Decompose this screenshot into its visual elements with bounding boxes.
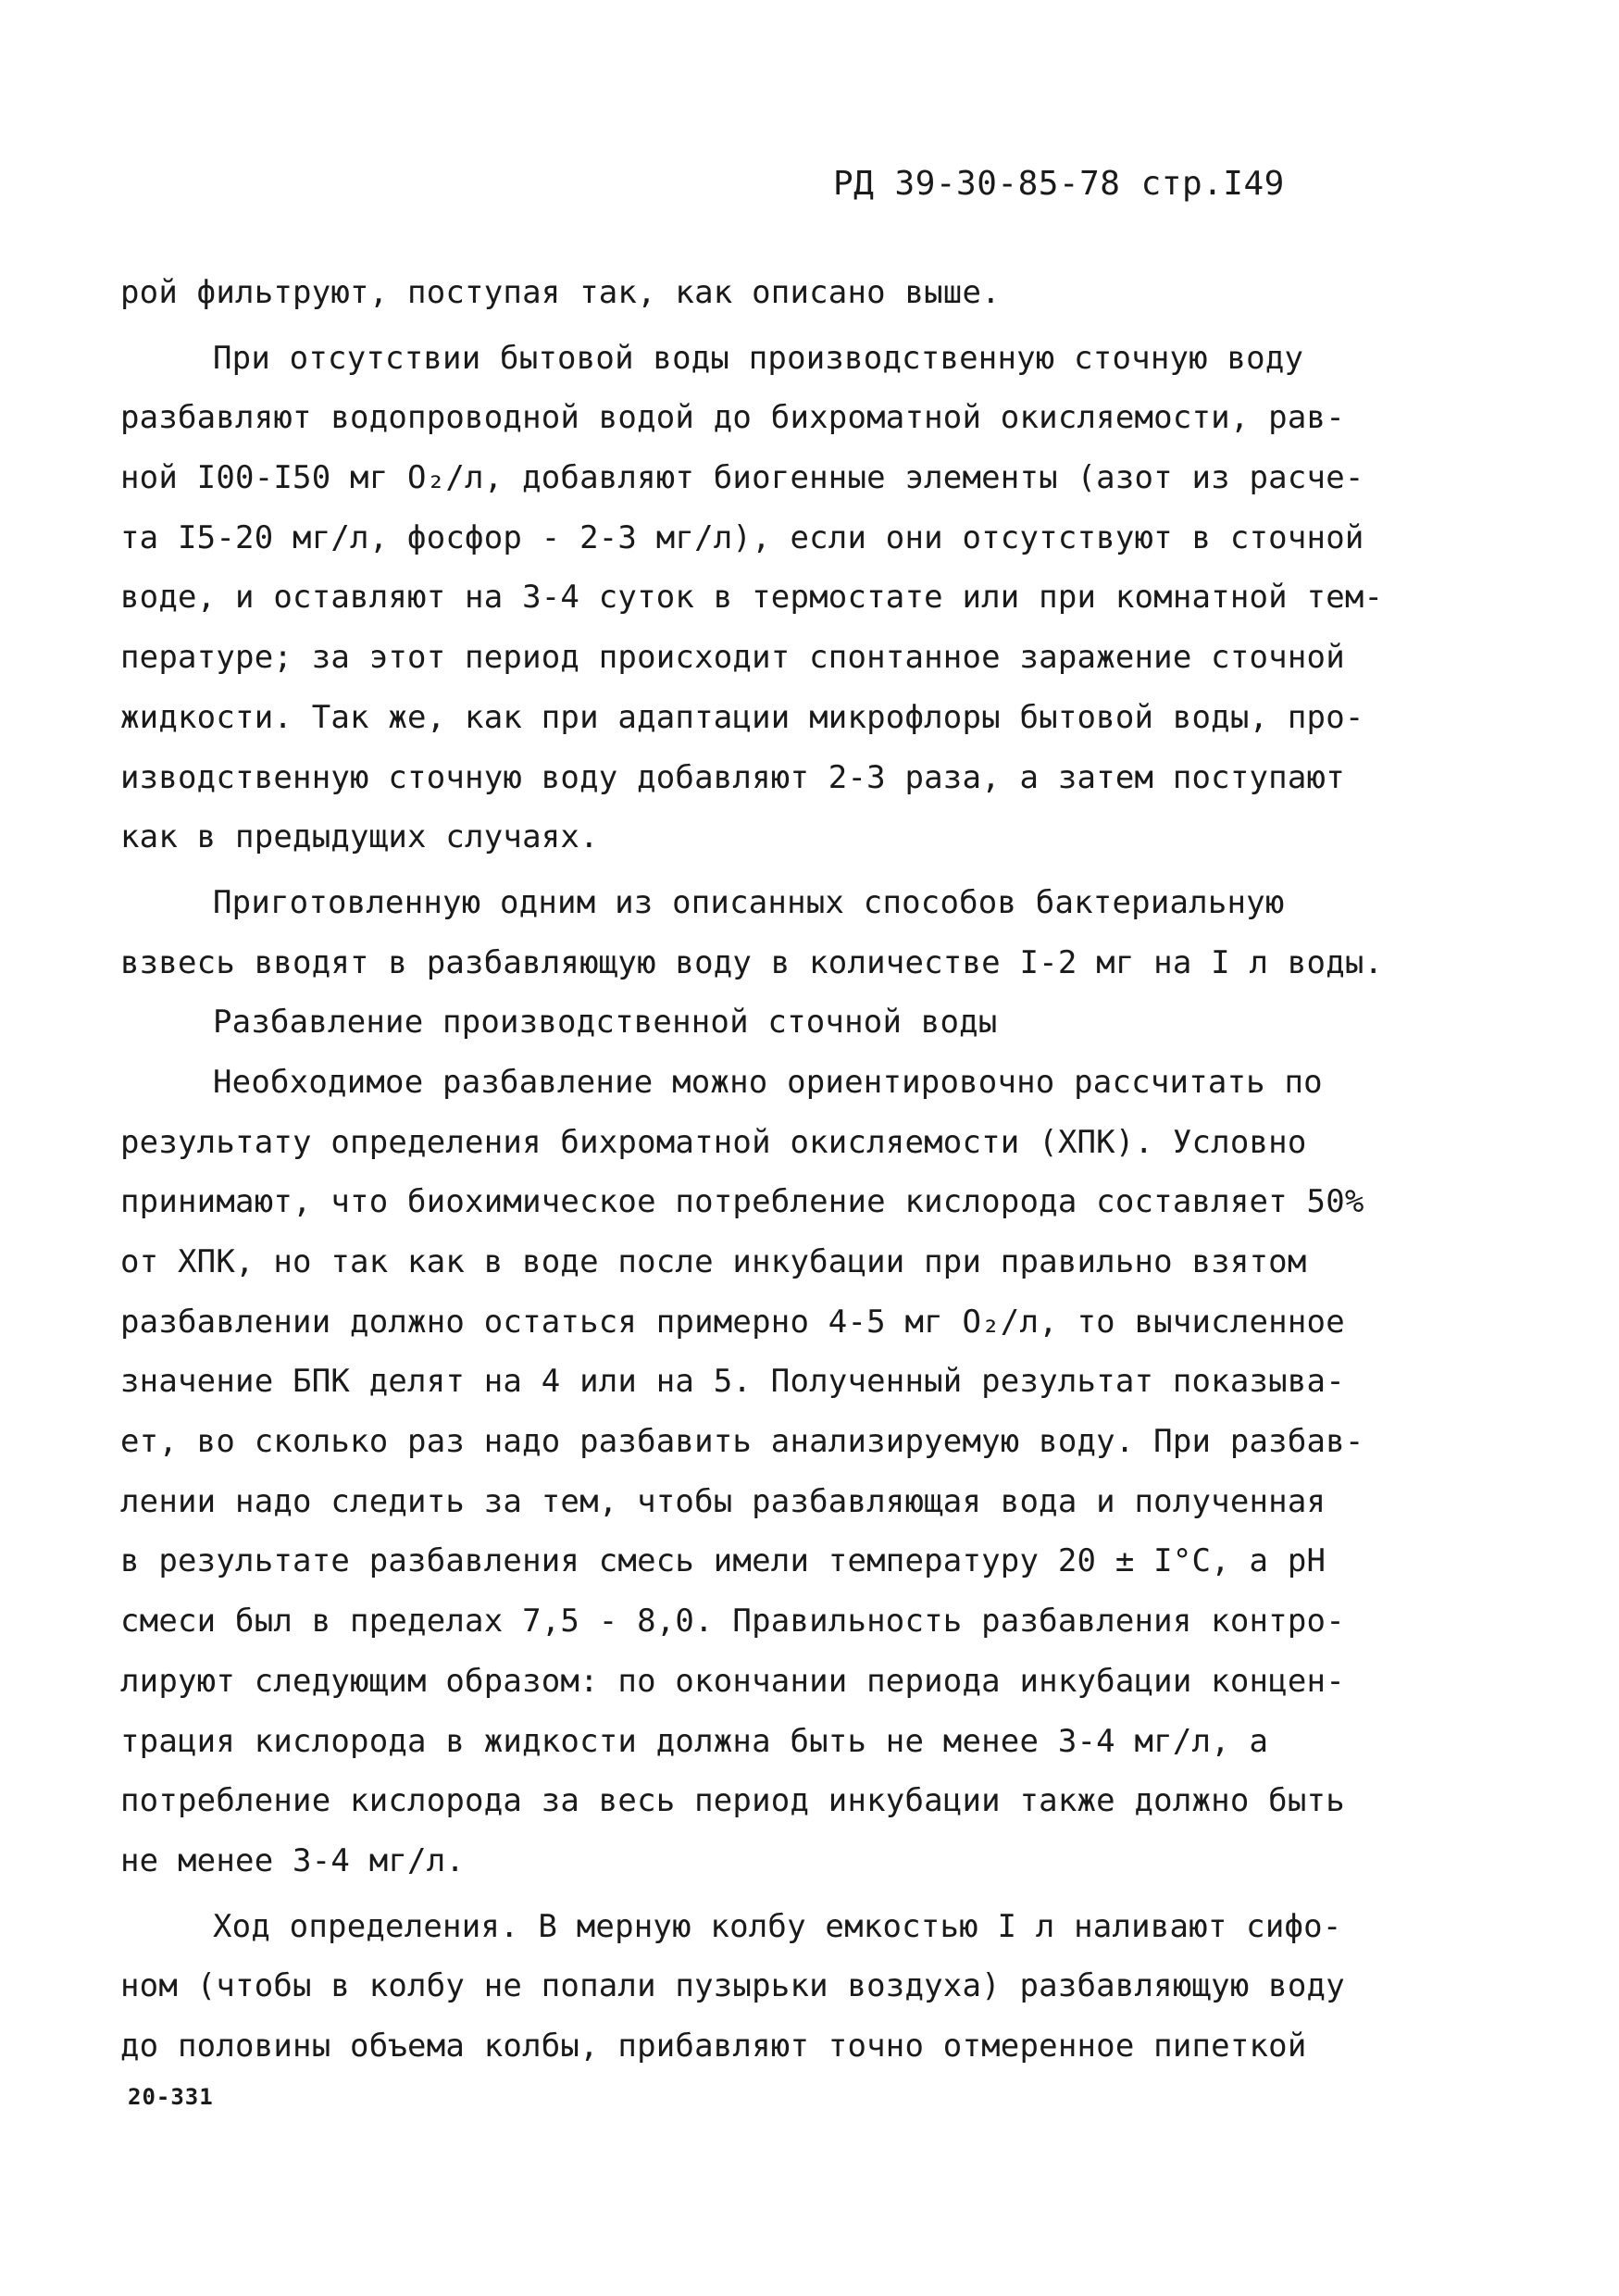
text-line: жидкости. Так же, как при адаптации микрофлоры бытовой воды, про- [120, 698, 1364, 736]
text-line: рой фильтруют, поступая так, как описано выше. [120, 274, 1001, 311]
text-line: Приготовленную одним из описанных способов бактериальную [213, 883, 1285, 921]
text-line: смеси был в пределах 7,5 - 8,0. Правильность разбавления контро- [120, 1603, 1345, 1641]
text-line: значение БПК делят на 4 или на 5. Полученный результат показыва- [120, 1363, 1345, 1401]
text-line: взвесь вводят в разбавляющую воду в количестве I-2 мг на I л воды. [120, 943, 1384, 981]
text-line: пературе; за этот период происходит спонтанное заражение сточной [120, 639, 1345, 677]
text-line: ном (чтобы в колбу не попали пузырьки воздуха) разбавляющую воду [120, 1967, 1345, 2005]
text-line: как в предыдущих случаях. [120, 818, 599, 856]
text-line: не менее 3-4 мг/л. [120, 1841, 466, 1879]
text-line: разбавлении должно остаться примерно 4-5 мг О₂/л, то вычисленное [120, 1303, 1345, 1341]
text-line: до половины объема колбы, прибавляют точно отмеренное пипеткой [120, 2027, 1307, 2065]
text-line: от ХПК, но так как в воде после инкубации при правильно взятом [120, 1243, 1307, 1280]
text-line: лируют следующим образом: по окончании периода инкубации концен- [120, 1662, 1345, 1700]
text-line: При отсутствии бытовой воды производственную сточную воду [213, 339, 1304, 377]
text-line: воде, и оставляют на 3-4 суток в термостате или при комнатной тем- [120, 579, 1384, 617]
text-line: в результате разбавления смесь имели температуру 20 ± I°С, а рН [120, 1542, 1326, 1580]
text-line: результату определения бихроматной окисляемости (ХПК). Условно [120, 1123, 1307, 1161]
text-line: Необходимое разбавление можно ориентировочно рассчитать по [213, 1063, 1323, 1101]
document-body [120, 263, 1384, 2077]
text-line: изводственную сточную воду добавляют 2-3 раза, а затем поступают [120, 758, 1345, 796]
text-line: принимают, что биохимическое потребление кислорода составляет 50% [120, 1183, 1364, 1221]
page-header: РД 39-30-85-78 стр.I49 [833, 165, 1285, 203]
text-line: Ход определения. В мерную колбу емкостью I л наливают сифо- [213, 1907, 1342, 1945]
text-line: ной I00-I50 мг О₂/л, добавляют биогенные элементы (азот из расче- [120, 459, 1364, 497]
text-line: трация кислорода в жидкости должна быть не менее 3-4 мг/л, а [120, 1722, 1269, 1760]
text-line: лении надо следить за тем, чтобы разбавляющая вода и полученная [120, 1482, 1326, 1520]
text-line: ет, во сколько раз надо разбавить анализируемую воду. При разбав- [120, 1423, 1364, 1461]
text-line: потребление кислорода за весь период инкубации также должно быть [120, 1782, 1345, 1820]
text-line: разбавляют водопроводной водой до бихроматной окисляемости, рав- [120, 399, 1345, 437]
text-line: та I5-20 мг/л, фосфор - 2-3 мг/л), если они отсутствуют в сточной [120, 518, 1364, 556]
section-heading: Разбавление производственной сточной воды [213, 1004, 998, 1042]
print-code: 20-331 [128, 2084, 214, 2110]
